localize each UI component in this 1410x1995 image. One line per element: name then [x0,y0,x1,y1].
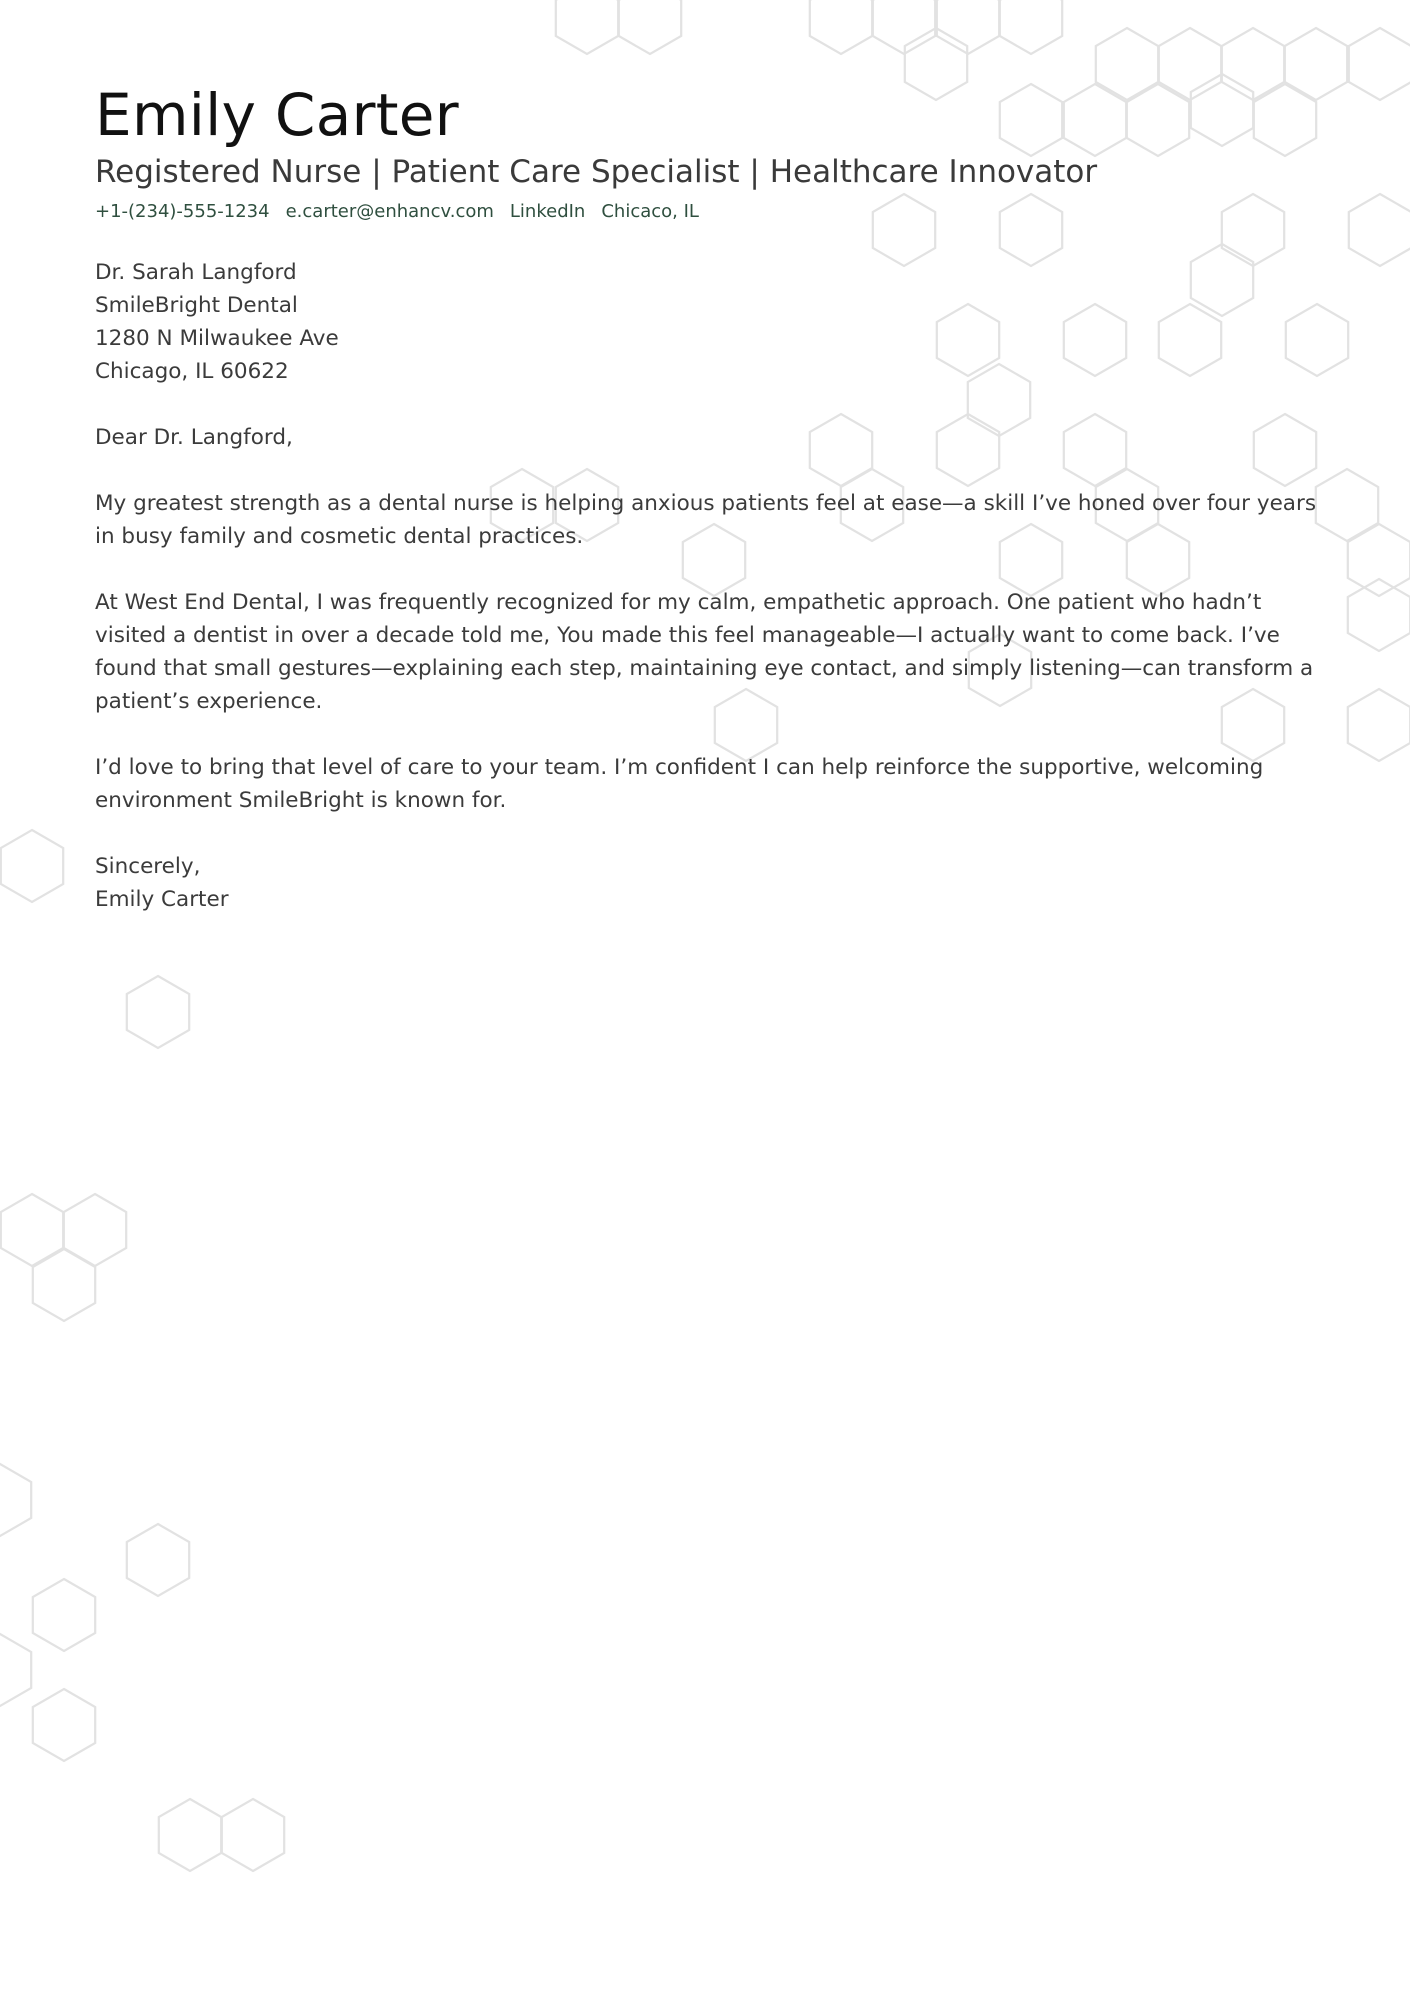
hexagon-shape [1,830,63,902]
hexagon-shape [0,1464,31,1536]
recipient-city: Chicago, IL 60622 [95,359,289,384]
paragraph-1: My greatest strength as a dental nurse is helping anxious patients feel at ease—a skill I’ve honed over four years in busy family and cosmetic dental practices. [95,491,1317,549]
applicant-name: Emily Carter [95,81,459,149]
hexagon-shape [127,976,189,1048]
hexagon-shape [1000,0,1062,54]
hexagon-shape [1348,689,1410,761]
paragraph-2: At West End Dental, I was frequently recognized for my calm, empathetic approach. One patient who hadn’t visited a dentist in over a decade told me, You made this feel manageable—I actually want to come back. I’ve found that small gestures—explaining each step, maintaining eye contact, and simply listening—can transform a patient’s experience. [95,590,1314,714]
hexagon-shape [127,1524,189,1596]
hexagon-shape [1349,194,1410,266]
recipient-street: 1280 N Milwaukee Ave [95,326,339,351]
recipient-name: Dr. Sarah Langford [95,260,297,285]
hexagon-shape [619,0,681,54]
hexagon-shape [1349,28,1410,100]
location: Chicaco, IL [601,201,699,222]
signature-name: Emily Carter [95,887,229,912]
hexagon-shape [222,1799,284,1871]
hexagon-shape [33,1689,95,1761]
hexagon-shape [159,1799,221,1871]
recipient-address [95,256,1335,388]
applicant-title: Registered Nurse | Patient Care Specialist | Healthcare Innovator [95,154,1098,190]
recipient-company: SmileBright Dental [95,293,298,318]
letter-content [95,78,1335,916]
email-link[interactable]: e.carter@enhancv.com [285,201,494,222]
paragraph-3: I’d love to bring that level of care to your team. I’m confident I can help reinforce the supportive, welcoming environment SmileBright is known for. [95,755,1264,813]
contact-info [95,198,1335,226]
hexagon-shape [1348,579,1410,651]
phone-number: +1-(234)-555-1234 [95,201,270,222]
linkedin-link[interactable]: LinkedIn [509,201,586,222]
hexagon-shape [556,0,618,54]
hexagon-shape [33,1579,95,1651]
letter-closing [95,850,1335,916]
letter-header [95,78,1335,226]
hexagon-shape [0,1634,31,1706]
salutation: Dear Dr. Langford, [95,425,293,450]
closing-phrase: Sincerely, [95,854,201,879]
hexagon-shape [810,0,872,54]
